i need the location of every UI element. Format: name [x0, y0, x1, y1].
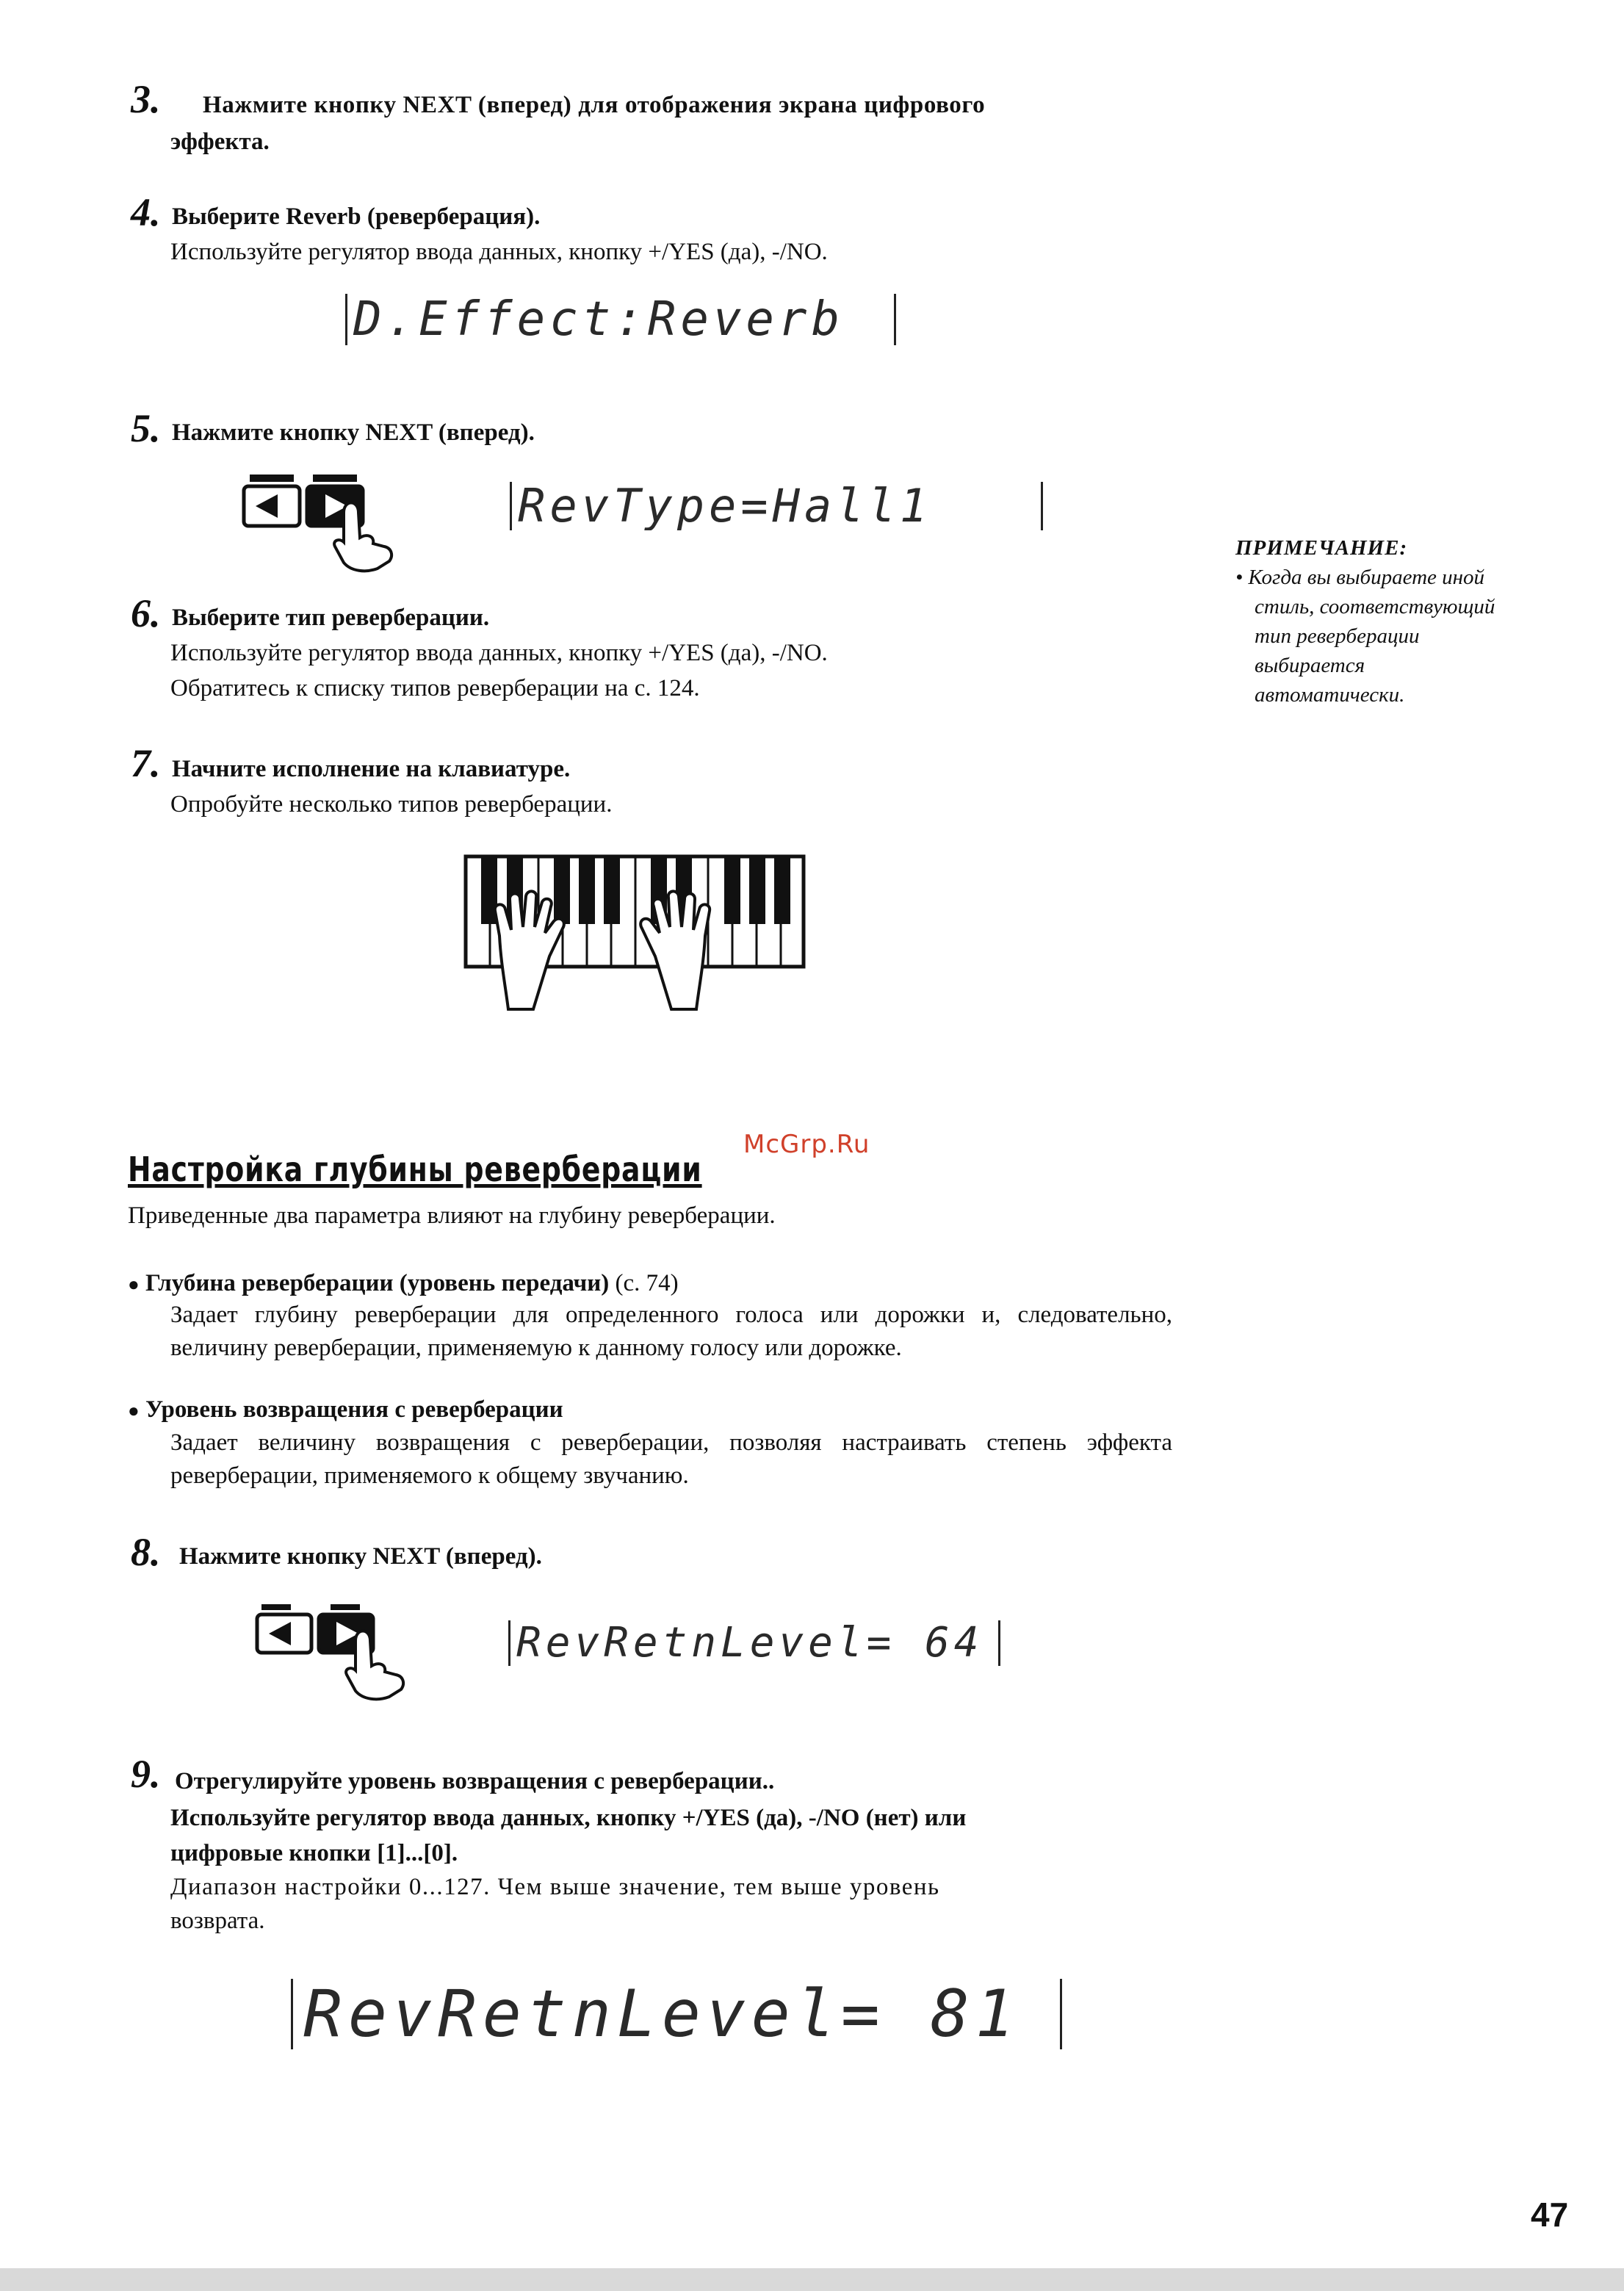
bullet-dot-icon: ●	[128, 1400, 140, 1421]
step-7-text: Опробуйте несколько типов реверберации.	[170, 791, 613, 818]
next-button-press-illustration	[250, 1601, 426, 1704]
step-7-number: 7.	[131, 741, 161, 785]
note-line-5: автоматически.	[1255, 683, 1405, 707]
lcd-display-effect: D.Effect:Reverb	[345, 294, 896, 345]
step-6-line1: Используйте регулятор ввода данных, кнопку +/YES (да), -/NO.	[170, 640, 828, 666]
note-title: ПРИМЕЧАНИЕ:	[1235, 536, 1408, 560]
step-9-number: 9.	[131, 1752, 161, 1796]
step-9-line2: цифровые кнопки [1]...[0].	[170, 1840, 458, 1866]
step-5-number: 5.	[131, 406, 161, 450]
step-3-line2: эффекта.	[170, 129, 270, 155]
step-9-title: Отрегулируйте уровень возвращения с реверберации..	[175, 1768, 775, 1794]
bullet-1-ref: (с. 74)	[609, 1270, 679, 1296]
keyboard-hands-illustration	[463, 854, 808, 1014]
step-3-number: 3.	[131, 77, 161, 121]
note-line-3: тип реверберации	[1255, 624, 1420, 648]
bullet-2-heading	[128, 1393, 563, 1428]
step-6-line2: Обратитесь к списку типов реверберации на с. 124.	[170, 675, 700, 701]
step-9-line1-text: Используйте регулятор ввода данных, кнопку +/YES (да), -/NO (нет) или	[170, 1805, 967, 1831]
lcd-display-retn-81: RevRetnLevel= 81	[291, 1979, 1062, 2049]
step-9-line1	[170, 1801, 966, 1836]
note-line-1: • Когда вы выбираете иной	[1235, 566, 1485, 589]
step-3-line1: Нажмите кнопку NEXT (вперед) для отображения экрана цифрового	[203, 92, 986, 118]
note-line-2: стиль, соответствующий	[1255, 595, 1495, 618]
bullet-dot-icon: ●	[128, 1274, 140, 1295]
bullet-2-text: Задает величину возвращения с реверберации, позволяя настраивать степень эффекта реверберации, применяемого к общему звучанию.	[170, 1429, 1172, 1489]
step-8-title: Нажмите кнопку NEXT (вперед).	[179, 1543, 542, 1570]
step-4-number: 4.	[131, 190, 161, 234]
bullet-2-title: Уровень возвращения с реверберации	[145, 1396, 563, 1423]
next-button-press-illustration	[234, 470, 417, 573]
step-7-title: Начните исполнение на клавиатуре.	[172, 756, 571, 782]
page-number: 47	[1531, 2196, 1569, 2234]
bottom-margin-band	[0, 2268, 1624, 2291]
step-9-line3: Диапазон настройки 0...127. Чем выше значение, тем выше уровень	[170, 1874, 940, 1900]
step-9-line4: возврата.	[170, 1908, 265, 1934]
step-4-text: Используйте регулятор ввода данных, кнопку +/YES (да), -/NO.	[170, 239, 828, 265]
step-8-number: 8.	[131, 1530, 161, 1574]
bullet-1-title: Глубина реверберации (уровень передачи)	[145, 1270, 610, 1296]
lcd-display-retn-64: RevRetnLevel= 64	[508, 1620, 1000, 1666]
bullet-1-text: Задает глубину реверберации для определенного голоса или дорожки и, следовательно, величину реверберации, применяемую к данному голосу или дорожке.	[170, 1302, 1172, 1361]
note-line-4: выбирается	[1255, 654, 1365, 677]
step-6-number: 6.	[131, 591, 161, 635]
step-5-title: Нажмите кнопку NEXT (вперед).	[172, 419, 535, 446]
section-intro: Приведенные два параметра влияют на глубину реверберации.	[128, 1202, 776, 1229]
watermark: McGrp.Ru	[743, 1130, 870, 1159]
lcd-display-revtype: RevType=Hall1	[510, 482, 1043, 530]
step-6-title: Выберите тип реверберации.	[172, 605, 490, 631]
bullet-1-heading	[128, 1266, 679, 1302]
section-heading: Настройка глубины реверберации	[128, 1150, 702, 1189]
step-4-title: Выберите Reverb (реверберация).	[172, 203, 541, 230]
